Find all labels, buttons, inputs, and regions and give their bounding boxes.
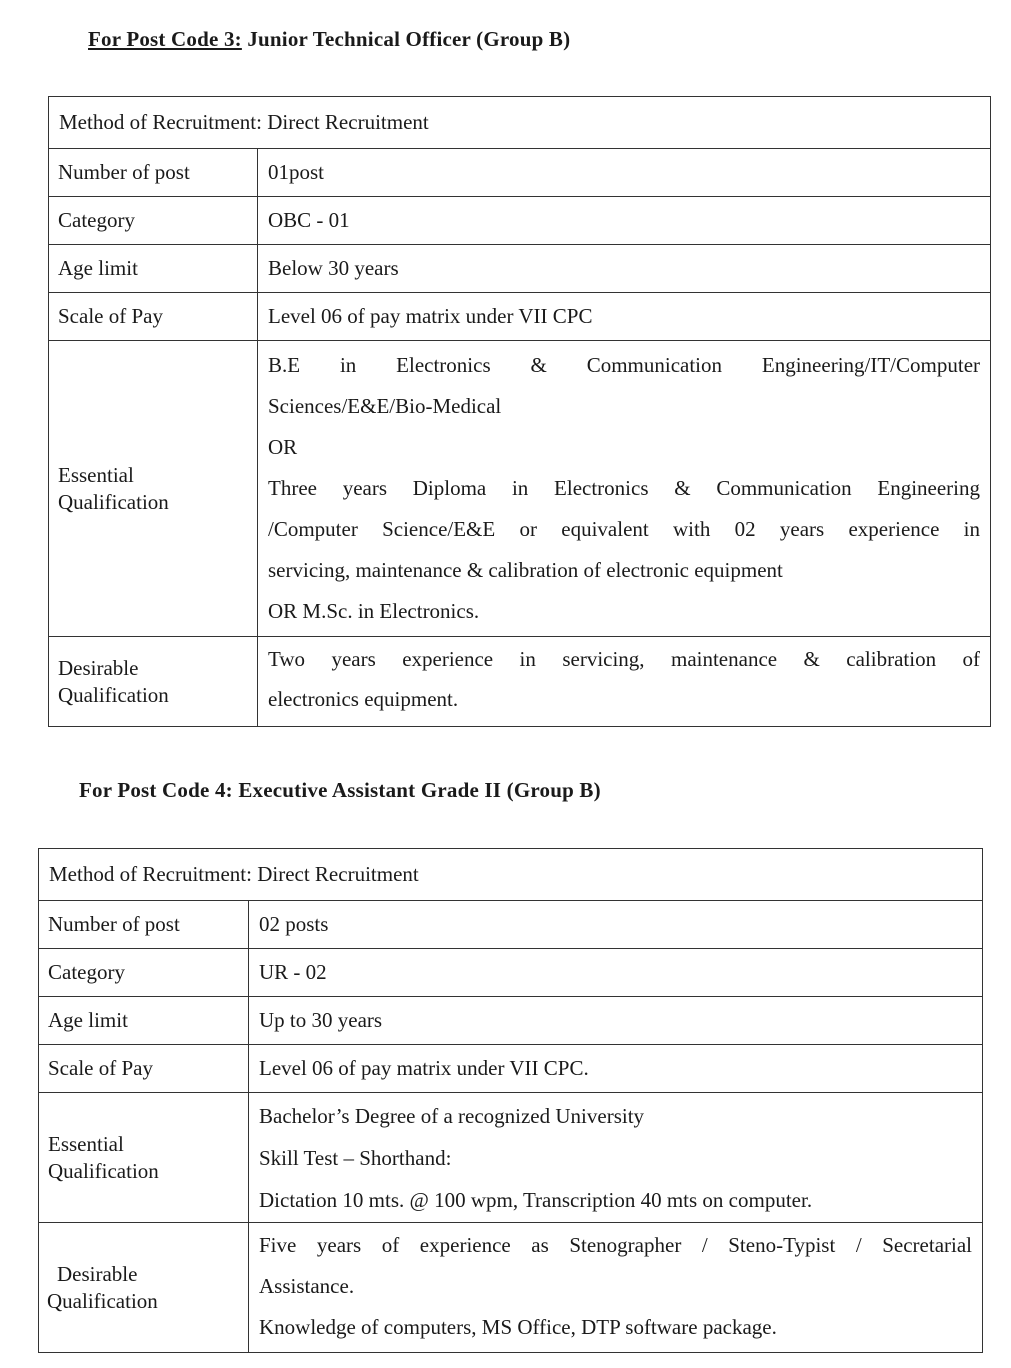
post4-label-scale-of-pay: Scale of Pay (39, 1045, 249, 1093)
table-row (39, 901, 983, 949)
post3-method-row (49, 97, 991, 149)
post3-label-category: Category (49, 197, 258, 245)
post4-method: Method of Recruitment: Direct Recruitment (39, 849, 983, 901)
post3-desirable-label (49, 637, 258, 727)
post3-essential-line-4: Three years Diploma in Electronics & Communication Engineering (268, 476, 981, 500)
post4-essential-row (39, 1093, 983, 1223)
post3-value-scale-of-pay: Level 06 of pay matrix under VII CPC (258, 293, 991, 341)
post4-desirable-line-1: Five years of experience as Stenographer / Steno-Typist / Secretarial (259, 1233, 973, 1257)
post3-essential-line-1: B.E in Electronics & Communication Engineering/IT/Computer (268, 353, 981, 377)
post4-value-age-limit: Up to 30 years (249, 997, 983, 1045)
post3-essential-row (49, 341, 991, 637)
post3-heading-title: Junior Technical Officer (Group B) (241, 27, 571, 51)
post4-table (38, 848, 983, 1353)
post3-desirable-row (49, 637, 991, 727)
post3-method: Method of Recruitment: Direct Recruitment (49, 97, 991, 149)
post3-value-age-limit: Below 30 years (258, 245, 991, 293)
post4-essential-line-3: Dictation 10 mts. @ 100 wpm, Transcription 40 mts on computer. (259, 1188, 813, 1212)
post3-label-number-of-post: Number of post (49, 149, 258, 197)
post4-desirable-row (39, 1223, 983, 1353)
post3-essential-line-6: servicing, maintenance & calibration of electronic equipment (268, 558, 783, 582)
post3-essential-line-5: /Computer Science/E&E or equivalent with 02 years experience in (268, 517, 981, 541)
table-row (39, 1045, 983, 1093)
post4-label-number-of-post: Number of post (39, 901, 249, 949)
post3-desirable-label-2: Qualification (58, 682, 169, 707)
post4-essential-label-2: Qualification (48, 1158, 159, 1183)
post3-desirable-line-2: electronics equipment. (268, 687, 459, 711)
post4-label-age-limit: Age limit (39, 997, 249, 1045)
post4-heading: For Post Code 4: Executive Assistant Grade II (Group B) (79, 778, 601, 802)
post3-essential-value (258, 341, 991, 637)
post4-desirable-line-3: Knowledge of computers, MS Office, DTP software package. (259, 1315, 777, 1339)
post4-essential-line-1: Bachelor’s Degree of a recognized University (259, 1104, 645, 1128)
post4-value-scale-of-pay: Level 06 of pay matrix under VII CPC. (249, 1045, 983, 1093)
table-row (39, 997, 983, 1045)
post3-label-age-limit: Age limit (49, 245, 258, 293)
post4-value-number-of-post: 02 posts (249, 901, 983, 949)
post3-essential-label (49, 341, 258, 637)
post4-value-category: UR - 02 (249, 949, 983, 997)
post4-desirable-label-1: Desirable (57, 1262, 138, 1287)
post3-essential-label-2: Qualification (58, 489, 169, 514)
post4-essential-line-2: Skill Test – Shorthand: (259, 1146, 452, 1170)
table-row (39, 949, 983, 997)
post4-essential-label-1: Essential (48, 1132, 124, 1157)
post3-value-category: OBC - 01 (258, 197, 991, 245)
post3-table (48, 96, 991, 727)
post4-essential-label (39, 1093, 249, 1223)
post3-heading (88, 27, 570, 52)
post3-label-scale-of-pay: Scale of Pay (49, 293, 258, 341)
post3-essential-line-3: OR (268, 435, 298, 459)
post3-essential-line-2: Sciences/E&E/Bio-Medical (268, 394, 502, 418)
post3-essential-label-1: Essential (58, 463, 134, 488)
table-row (49, 293, 991, 341)
table-row (49, 197, 991, 245)
post4-label-category: Category (39, 949, 249, 997)
post3-heading-prefix: For Post Code 3: (88, 27, 242, 51)
post3-essential-line-7: OR M.Sc. in Electronics. (268, 599, 480, 623)
post3-desirable-line-1: Two years experience in servicing, maintenance & calibration of (268, 647, 981, 671)
post4-essential-value (249, 1093, 983, 1223)
post3-value-number-of-post: 01post (258, 149, 991, 197)
post3-desirable-label-1: Desirable (58, 656, 139, 681)
table-row (49, 245, 991, 293)
post3-desirable-value (258, 637, 991, 727)
post4-desirable-label-2: Qualification (47, 1288, 158, 1313)
post4-desirable-label (39, 1223, 249, 1353)
post4-desirable-value (249, 1223, 983, 1353)
post4-method-row (39, 849, 983, 901)
post4-desirable-line-2: Assistance. (259, 1274, 355, 1298)
table-row (49, 149, 991, 197)
